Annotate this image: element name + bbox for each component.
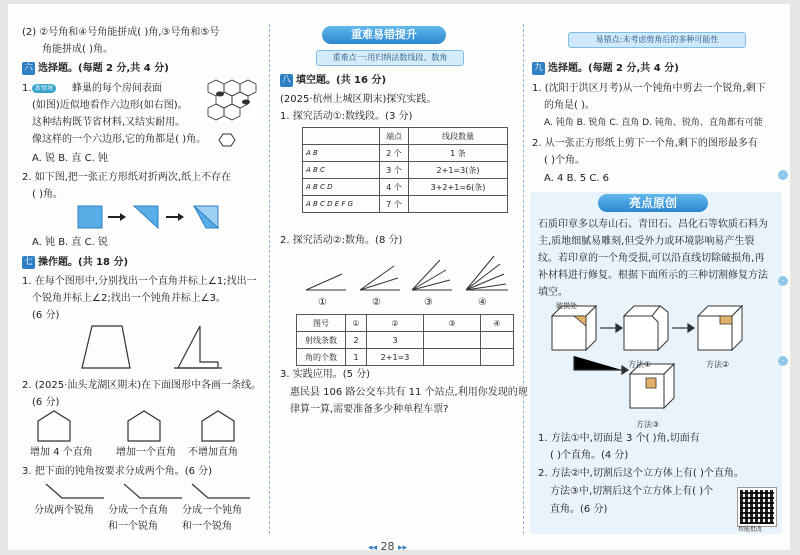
q1-line3: 这种结构既节省材料,又结实耐用。 — [32, 117, 186, 128]
seg-row-3-points: A B C D — [303, 179, 380, 196]
op2-score: (6 分) — [32, 397, 60, 408]
op1-shapes — [68, 322, 238, 374]
seg-row-1-n: 2 个 — [380, 145, 409, 162]
prev-page-arrow-icon[interactable]: ◂◂ — [368, 543, 378, 553]
segment-table — [302, 127, 508, 213]
activity-3-line2: 律算一算,需要准备多少种单程车票? — [290, 404, 449, 415]
seg-header-count: 线段数量 — [409, 128, 508, 145]
op1-line2: 个锐角并标上∠2;找出一个钝角并标上∠3。 — [32, 293, 227, 304]
exploration-intro: (2025·杭州上城区期末)探究实践。 — [280, 94, 437, 105]
r2-options: A. 4 B. 5 C. 6 — [544, 173, 610, 184]
ang-row-angles: 角的个数 — [297, 349, 346, 366]
seg-row-2-count: 2+1=3(条) — [409, 162, 508, 179]
r1-options: A. 钝角 B. 锐角 C. 直角 D. 钝角、锐角、直角都有可能 — [544, 118, 763, 128]
method-3-label: 方法③ — [636, 420, 660, 429]
activity-3-title: 3. 实践应用。(5 分) — [280, 369, 371, 380]
ang-count-4[interactable] — [481, 349, 514, 366]
op2-caption-1: 增加 4 个直角 — [30, 447, 93, 458]
seg-row-4-count — [409, 196, 508, 213]
q2-line1: 2. 如下图,把一张正方形纸对折两次,纸上不存在 — [22, 172, 232, 183]
op2-caption-2: 增加一个直角 — [116, 447, 176, 458]
honeycomb-image — [200, 78, 262, 124]
q1-line4: 像这样的一个六边形,它的角都是( )角。 — [32, 134, 207, 145]
ang-th-1: ① — [346, 315, 367, 332]
fill-q2-line2: 方法③中,切割后这个立方体上有( )个 — [550, 486, 714, 497]
column-divider-2 — [523, 24, 524, 534]
page-footer — [368, 540, 407, 553]
ang-th-figure: 图号 — [297, 315, 346, 332]
edge-tab-2: · — [778, 276, 788, 286]
seg-row-4-n: 7 个 — [380, 196, 409, 213]
seg-row-1-points: A B — [303, 145, 380, 162]
q1-line1: 蜂巢的每个房间表面 — [72, 83, 162, 94]
seg-row-1-count: 1 条 — [409, 145, 508, 162]
ang-th-4: ④ — [481, 315, 514, 332]
q2-options: A. 钝 B. 直 C. 锐 — [32, 237, 108, 248]
fill-q1-line2: ( )个直角。(4 分) — [550, 450, 629, 461]
prev-q2-line1: (2) ②号角和④号角能拼成( )角,③号角和⑤号 — [22, 27, 220, 38]
story-line2: 主,质地细腻易雕刻,但受外力或环境影响易产生裂 — [538, 236, 755, 247]
angle-count-table — [296, 314, 514, 366]
page-number: 28 — [380, 540, 395, 553]
op2-pentagons — [32, 409, 252, 443]
q1-number: 1. — [22, 83, 32, 94]
seg-row-2-n: 3 个 — [380, 162, 409, 179]
error-point-banner: 易错点:未考虑剪角后的多种可能性 — [568, 32, 746, 48]
section-8-title: 填空题。(共 16 分) — [296, 75, 387, 86]
next-page-arrow-icon[interactable]: ▸▸ — [398, 543, 408, 553]
q1-options: A. 锐 B. 直 C. 钝 — [32, 153, 108, 164]
op3-caption-3a: 分成一个钝角 — [182, 505, 242, 516]
fill-q2-line3: 直角。(6 分) — [550, 504, 608, 515]
section-7-badge: 七 — [23, 257, 33, 267]
paper-folding-diagram — [76, 204, 232, 230]
seg-row-4-points: A B C D E F G — [303, 196, 380, 213]
column-divider — [269, 24, 270, 534]
section-9-title: 选择题。(每题 2 分,共 4 分) — [548, 63, 679, 74]
seg-row-2-points: A B C — [303, 162, 380, 179]
op3-caption-2b: 和一个锐角 — [108, 521, 158, 532]
topic-subbanner: 重难点一:用归纳法数线段、数角 — [316, 50, 464, 66]
qr-caption: 智能批改 — [738, 526, 763, 533]
cube-repair-diagram — [548, 302, 770, 418]
section-9-badge: 九 — [533, 63, 543, 73]
section-8-badge: 八 — [281, 75, 291, 85]
ang-row-rays: 射线条数 — [297, 332, 346, 349]
story-line5: 填空。 — [538, 287, 568, 298]
seg-row-3-n: 4 个 — [380, 179, 409, 196]
story-line3: 纹。若印章的一个角受损,可以沿直线切除破损角,再 — [538, 253, 765, 264]
angle-fig-label-2: ② — [372, 297, 381, 308]
activity-2-title: 2. 探究活动②:数角。(8 分) — [280, 235, 403, 246]
ang-th-2: ② — [367, 315, 424, 332]
highlight-banner: 亮点原创 — [598, 194, 708, 212]
seg-row-3-count: 3+2+1=6(条) — [409, 179, 508, 196]
seg-header-endpoints: 端点 — [380, 128, 409, 145]
difficulty-banner: 重难易错提升 — [322, 26, 446, 44]
story-line4: 补材料进行修复。根据下面所示的三种切割修复方法 — [538, 270, 768, 281]
angle-fig-label-4: ④ — [478, 297, 487, 308]
activity-1-title: 1. 探究活动①:数线段。(3 分) — [280, 111, 413, 122]
damaged-area-label: 破损处 — [556, 302, 577, 310]
r2-line2: ( )个角。 — [544, 155, 585, 166]
middle-column — [272, 4, 528, 540]
op3-caption-3b: 和一个锐角 — [182, 521, 232, 532]
hexagon-figure — [214, 132, 238, 148]
ang-th-3: ③ — [424, 315, 481, 332]
section-6-badge: 六 — [23, 63, 33, 73]
fill-q1-line1: 1. 方法①中,切面是 3 个( )角,切面有 — [538, 433, 700, 444]
story-line1: 石质印章多以寿山石、青田石、昌化石等软质石料为 — [538, 219, 768, 230]
op3-line1: 3. 把下面的钝角按要求分成两个角。(6 分) — [22, 466, 213, 477]
method-2-label: 方法② — [706, 360, 730, 369]
ang-count-3[interactable] — [424, 349, 481, 366]
op2-caption-3: 不增加直角 — [188, 447, 238, 458]
fill-q2-line1: 2. 方法②中,切割后这个立方体上有( )个直角。 — [538, 468, 744, 479]
qr-code[interactable] — [738, 488, 776, 526]
ang-rays-3[interactable] — [424, 332, 481, 349]
ang-count-1: 1 — [346, 349, 367, 366]
right-column — [526, 4, 788, 540]
op1-score: (6 分) — [32, 310, 60, 321]
workbook-page — [8, 4, 790, 553]
prev-q2-line2: 角能拼成( )角。 — [42, 44, 113, 55]
op1-line1: 1. 在每个图形中,分别找出一个直角并标上∠1;找出一 — [22, 276, 257, 287]
r1-line2: 的角是( )。 — [544, 100, 595, 111]
op3-caption-2a: 分成一个直角 — [108, 505, 168, 516]
section-6-title: 选择题。(每题 2 分,共 4 分) — [38, 63, 169, 74]
activity-3-line1: 惠民县 106 路公交车共有 11 个站点,利用你发现的规 — [290, 387, 528, 398]
q2-line2: ( )角。 — [32, 189, 63, 200]
q1-line2: (如图)近似地看作六边形(如右图)。 — [32, 100, 188, 111]
ang-rays-1: 2 — [346, 332, 367, 349]
op3-obtuse-angles — [32, 480, 262, 502]
ang-count-2: 2+1=3 — [367, 349, 424, 366]
ang-rays-2: 3 — [367, 332, 424, 349]
angle-fan-figures — [302, 252, 512, 294]
op2-line1: 2. (2025·汕头龙湖区期末)在下面图形中各画一条线。 — [22, 380, 262, 391]
angle-fig-label-3: ③ — [424, 297, 433, 308]
edge-tab-3: · — [778, 356, 788, 366]
r1-line1: 1. (沈阳于洪区月考)从一个钝角中剪去一个锐角,剩下 — [532, 83, 766, 94]
method-1-label: 方法① — [628, 360, 652, 369]
r2-line1: 2. 从一张正方形纸上剪下一个角,剩下的图形最多有 — [532, 138, 758, 149]
angle-fig-label-1: ① — [318, 297, 327, 308]
new-context-badge: 新情境 — [32, 84, 56, 93]
op3-caption-1: 分成两个锐角 — [34, 505, 94, 516]
edge-tab-1: · — [778, 170, 788, 180]
left-column — [8, 4, 266, 540]
section-7-title: 操作题。(共 18 分) — [38, 257, 129, 268]
ang-rays-4[interactable] — [481, 332, 514, 349]
